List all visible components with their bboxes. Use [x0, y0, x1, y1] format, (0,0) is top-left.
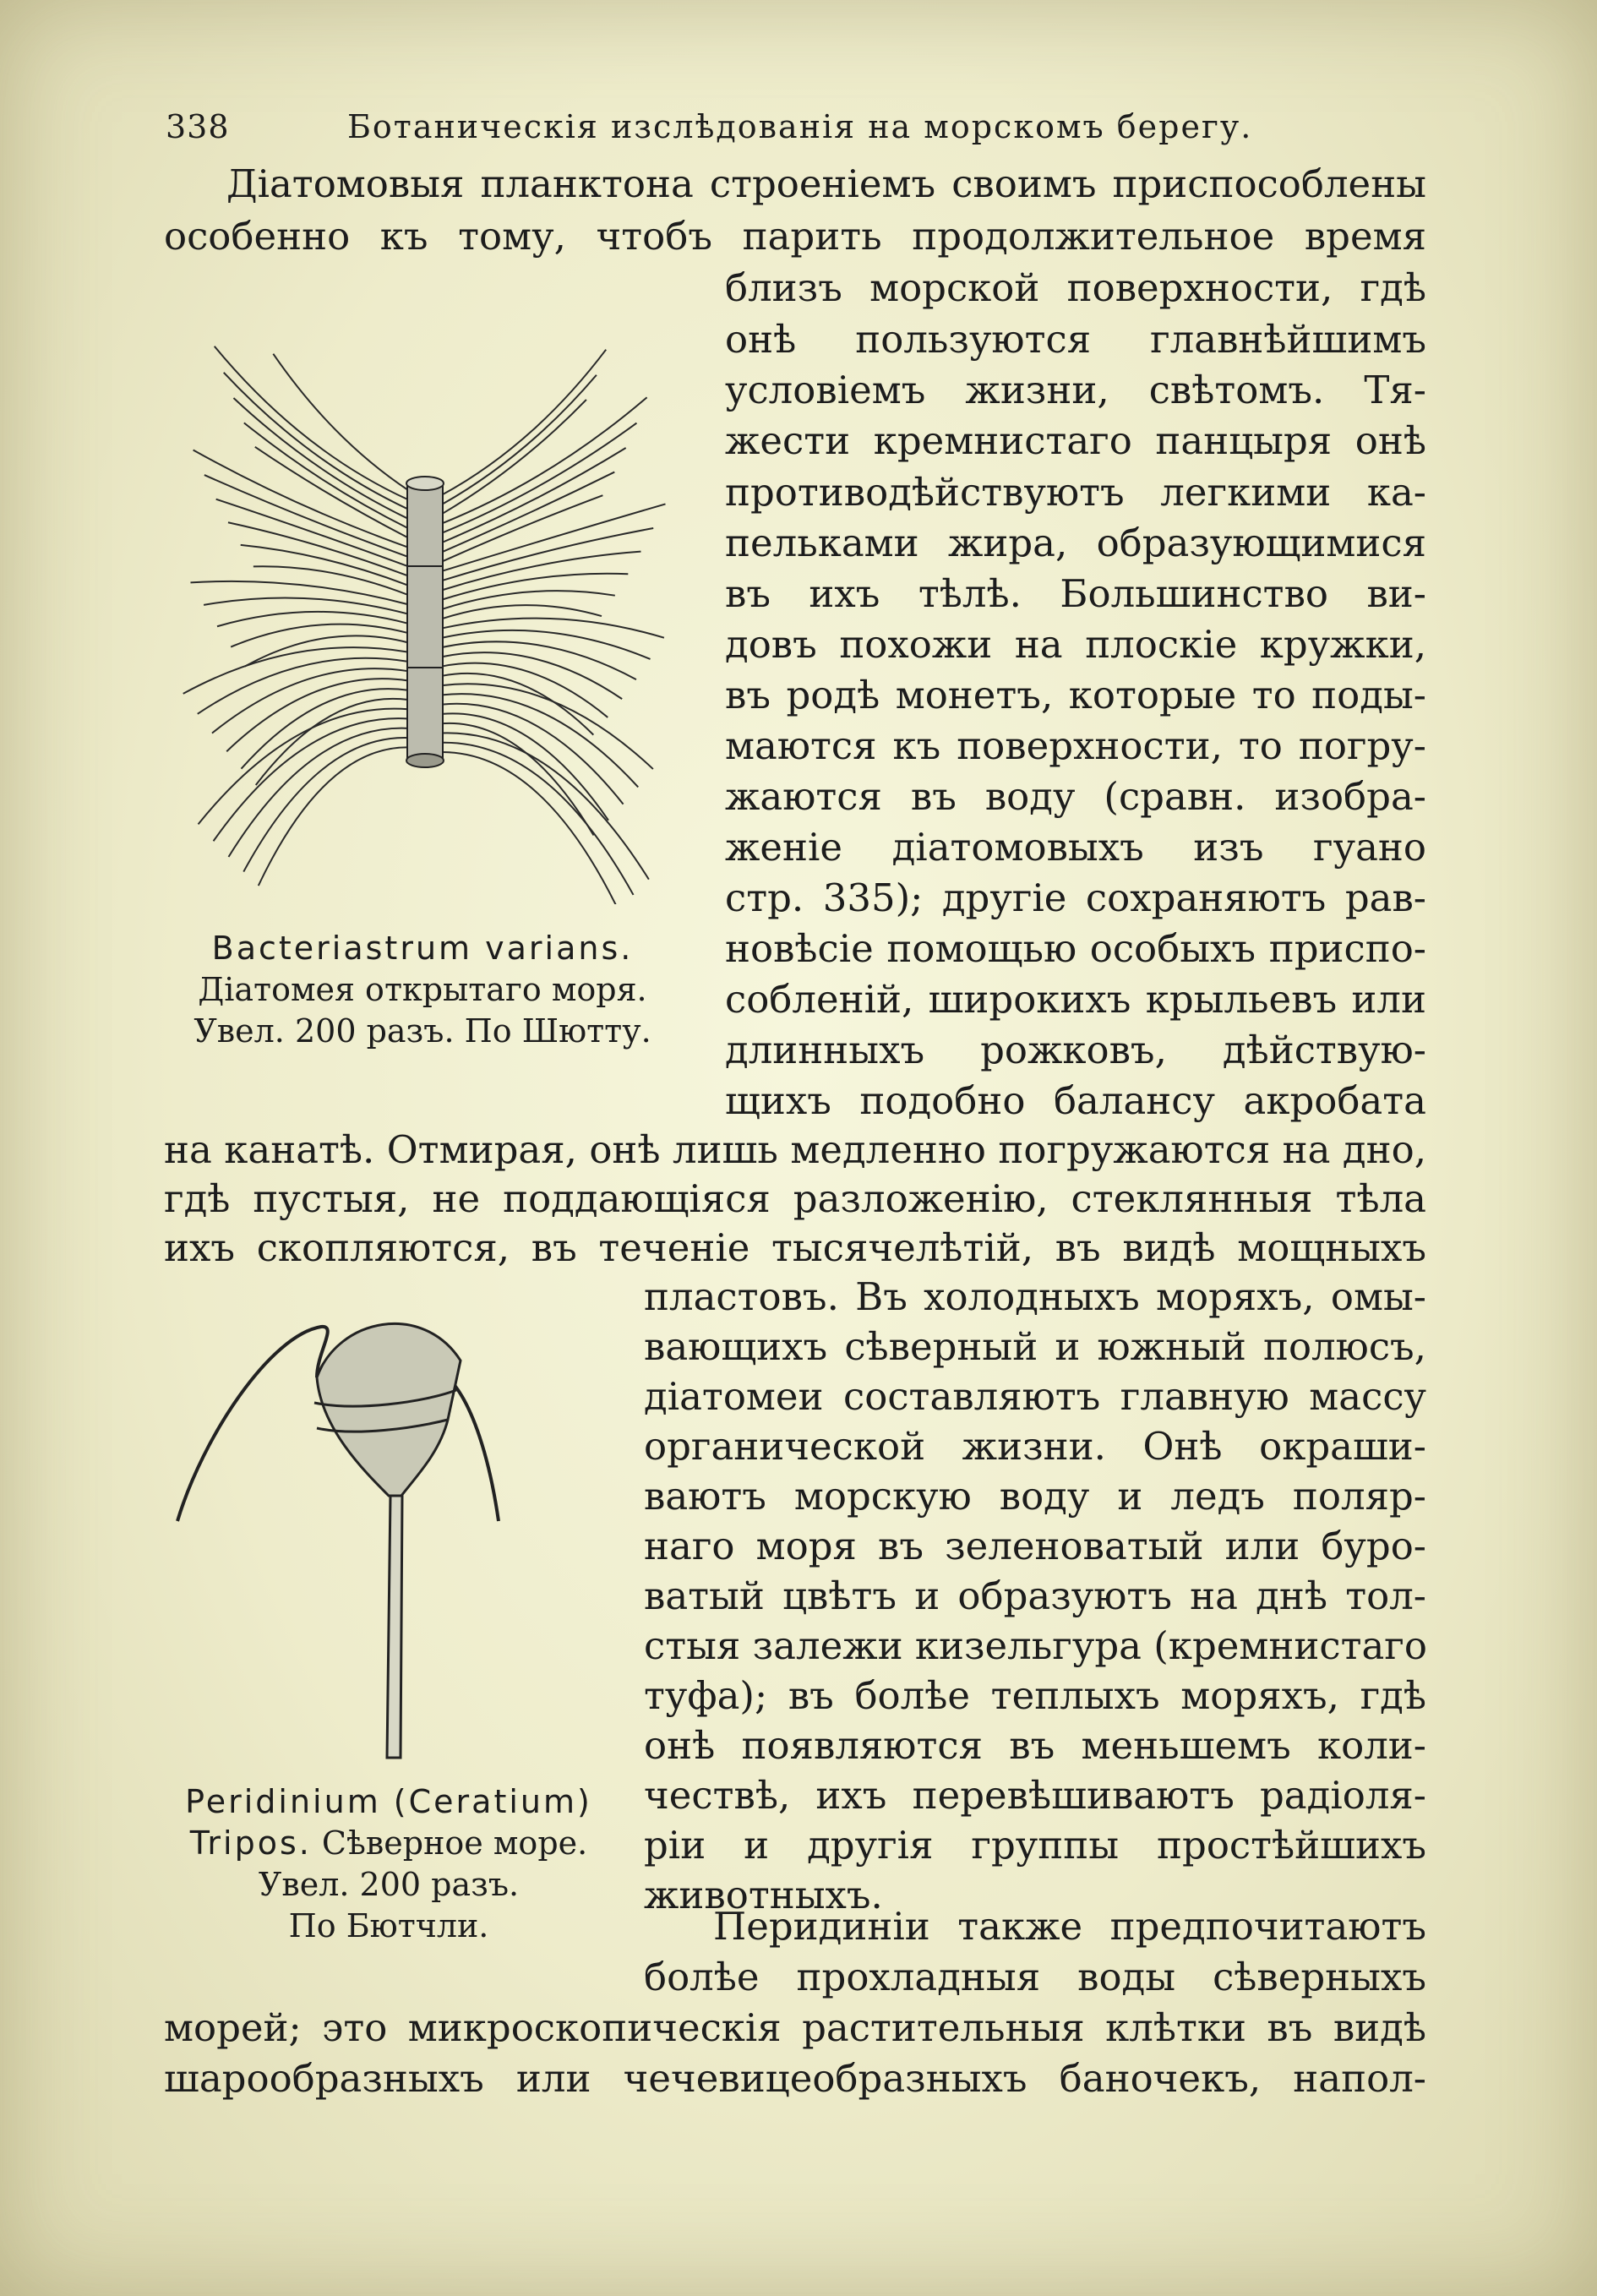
text-line: ваютъ морскую воду и ледъ поляр-	[644, 1474, 1426, 1519]
diatom-seta	[442, 723, 594, 836]
text-line: женіе діатомовыхъ изъ гуано	[725, 825, 1426, 870]
text-line: наго моря въ зеленоватый или буро-	[644, 1524, 1426, 1568]
text-line: близъ морской поверхности, гдѣ	[725, 265, 1426, 310]
text-line: особенно къ тому, чтобъ парить продолжительное время	[164, 214, 1426, 259]
diatom-seta	[442, 605, 602, 619]
text-line: ріи и другія группы простѣйшихъ	[644, 1823, 1426, 1868]
text-line: противодѣйствуютъ легкими ка-	[725, 470, 1426, 515]
figure-2-species-2: Tripos.	[189, 1824, 312, 1862]
text-line: морей; это микроскопическія растительныя клѣтки въ видѣ	[164, 2005, 1426, 2050]
diatom-seta	[241, 545, 408, 586]
text-line: ватый цвѣтъ и образуютъ на днѣ тол-	[644, 1573, 1426, 1618]
text-line: чествѣ, ихъ перевѣшиваютъ радіоля-	[644, 1773, 1426, 1818]
diatom-seta	[442, 752, 618, 904]
text-line: длинныхъ рожковъ, дѣйствую-	[725, 1028, 1426, 1072]
text-line: жести кремнистаго панцыря онѣ	[725, 418, 1426, 463]
diatom-seta	[243, 738, 408, 872]
text-line: ихъ скопляются, въ теченіе тысячелѣтій, въ видѣ мощныхъ	[164, 1225, 1426, 1270]
text-line: въ родѣ монетъ, которые то поды-	[725, 673, 1426, 717]
figure-1-description: Діатомея открытаго моря.	[198, 971, 647, 1008]
text-line: условіемъ жизни, свѣтомъ. Тя-	[725, 368, 1426, 412]
diatom-seta	[273, 354, 408, 490]
text-line: въ ихъ тѣлѣ. Большинство ви-	[725, 571, 1426, 616]
text-line: болѣе прохладныя воды сѣверныхъ	[644, 1955, 1426, 1999]
text-line: животныхъ.	[644, 1873, 883, 1917]
diatom-seta	[190, 581, 408, 604]
diatom-seta	[224, 373, 408, 510]
diatom-seta	[442, 448, 626, 543]
diatom-seta	[255, 447, 408, 538]
page-header	[166, 108, 1433, 159]
diatom-seta	[442, 528, 653, 581]
diatom-seta	[442, 591, 615, 609]
diatom-seta	[228, 522, 408, 575]
text-line: стр. 335); другіе сохраняютъ рав-	[725, 875, 1426, 920]
text-line: стыя залежи кизельгура (кремнистаго	[644, 1623, 1427, 1668]
text-line: маются къ поверхности, то погру-	[725, 723, 1426, 768]
text-line: новѣсіе помощью особыхъ приспо-	[725, 926, 1426, 971]
text-line: Діатомовыя планктона строеніемъ своимъ приспособлены	[226, 161, 1426, 206]
diatom-seta	[244, 423, 408, 528]
text-line: Перидиніи также предпочитаютъ	[713, 1904, 1426, 1949]
text-line: вающихъ сѣверный и южный полюсъ,	[644, 1324, 1426, 1369]
figure-2-caption	[165, 1781, 613, 1947]
figure-1-species: Bacteriastrum varians.	[211, 930, 634, 967]
diatom-seta	[256, 699, 408, 785]
text-line: довъ похожи на плоскіе кружки,	[725, 622, 1426, 667]
figure-1-credit: Увел. 200 разъ. По Шютту.	[193, 1012, 651, 1050]
text-line: собленій, широкихъ крыльевъ или	[725, 977, 1426, 1022]
page-number: 338	[166, 108, 230, 145]
diatom-seta	[231, 624, 408, 647]
figure-2-location: Сѣверное море.	[311, 1824, 588, 1862]
figure-2-magnification: Увел. 200 разъ.	[258, 1866, 520, 1903]
text-line: органической жизни. Онѣ окраши-	[644, 1424, 1426, 1469]
text-line: на канатѣ. Отмирая, онѣ лишь медленно погружаются на дно,	[164, 1127, 1426, 1172]
diatom-seta	[442, 375, 597, 504]
figure-2-credit: По Бютчли.	[288, 1907, 489, 1944]
diatom-seta	[442, 397, 647, 523]
text-line: діатомеи составляютъ главную массу	[644, 1374, 1426, 1419]
text-line: гдѣ пустыя, не поддающіяся разложенію, стеклянныя тѣла	[164, 1176, 1426, 1221]
text-line: туфа); въ болѣе теплыхъ моряхъ, гдѣ	[644, 1673, 1426, 1718]
diatom-seta	[442, 619, 664, 638]
diatom-seta	[442, 694, 638, 787]
diatom-seta	[198, 658, 408, 714]
text-line: онѣ появляются въ меньшемъ коли-	[644, 1723, 1426, 1768]
running-title: Ботаническія изслѣдованія на морскомъ берегу.	[347, 108, 1253, 145]
text-line: шарообразныхъ или чечевицеобразныхъ баночекъ, напол-	[164, 2056, 1426, 2101]
text-line: пластовъ. Въ холодныхъ моряхъ, омы-	[644, 1274, 1426, 1319]
figure-2-species: Peridinium (Ceratium)	[185, 1783, 592, 1820]
diatom-seta	[259, 747, 408, 886]
text-line: жаются въ воду (сравн. изобра-	[725, 774, 1426, 819]
diatom-seta	[204, 475, 408, 557]
diatom-seta	[442, 652, 622, 699]
peridinium-illustration	[169, 1284, 608, 1775]
diatom-seta	[217, 612, 408, 626]
figure-1-caption	[161, 928, 684, 1052]
diatom-seta	[442, 630, 651, 659]
text-line: пельками жира, образующимися	[725, 521, 1426, 565]
diatom-seta	[253, 566, 408, 595]
bacteriastrum-illustration	[177, 313, 676, 904]
diatom-seta	[183, 647, 408, 694]
diatom-seta	[442, 574, 628, 600]
text-line: онѣ пользуются главнѣйшимъ	[725, 317, 1426, 362]
diatom-seta	[442, 733, 649, 879]
diatom-seta	[442, 663, 608, 717]
text-line: щихъ подобно балансу акробата	[725, 1078, 1426, 1123]
